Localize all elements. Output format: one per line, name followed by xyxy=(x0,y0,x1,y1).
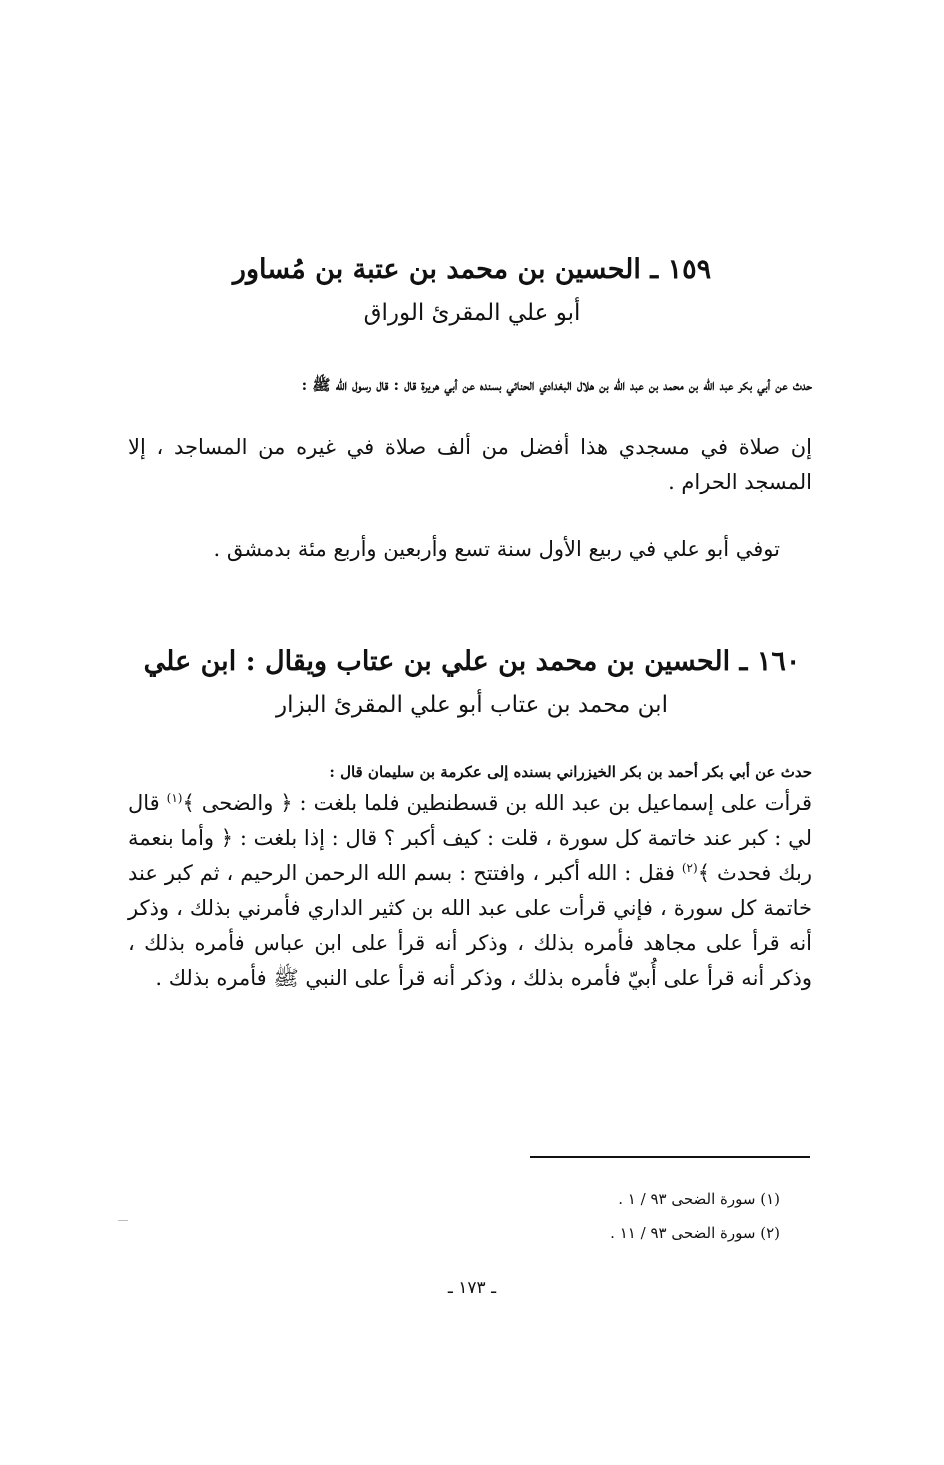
entry-160-text-part1: قرأت على إسماعيل بن عبد الله بن قسطنطين فلما بلغت : ﴿ والضحى ﴾ xyxy=(182,791,812,815)
entry-160-subtitle: ابن محمد بن عتاب أبو علي المقرئ البزار xyxy=(276,692,668,718)
entry-160-text-part2: قال لي : كبر عند خاتمة كل سورة ، قلت : كيف أكبر ؟ قال : إذا بلغت : ﴿ وأما بنعمة ربك فحدث ﴾ xyxy=(128,791,812,885)
entry-159-isnad: حدث عن أبي بكر عبد الله بن محمد بن عبد الله بن هلال البغدادي الحنائي بسنده عن أبي هريرة قال : قال رسول الله ﷺ : xyxy=(301,376,812,394)
scan-mark xyxy=(118,1220,128,1221)
entry-160-title: ١٦٠ ـ الحسين بن محمد بن علي بن عتاب ويقال : ابن علي xyxy=(143,646,801,677)
entry-160-text xyxy=(128,786,812,996)
footnote-1: (١) سورة الضحى ٩٣ / ١ . xyxy=(618,1190,780,1208)
footnote-2: (٢) سورة الضحى ٩٣ / ١١ . xyxy=(610,1224,780,1242)
entry-159-title: ١٥٩ ـ الحسين بن محمد بن عتبة بن مُساور xyxy=(232,254,712,285)
entry-159-subtitle: أبو علي المقرئ الوراق xyxy=(363,300,581,326)
entry-160-isnad: حدث عن أبي بكر أحمد بن بكر الخيزراني بسنده إلى عكرمة بن سليمان قال : xyxy=(329,763,812,781)
entry-159-hadith-text: إن صلاة في مسجدي هذا أفضل من ألف صلاة في غيره من المساجد ، إلا المسجد الحرام . xyxy=(128,435,812,494)
entry-160-text-part3: فقل : الله أكبر ، وافتتح : بسم الله الرحمن الرحيم ، ثم كبر عند خاتمة كل سورة ، فإني قرأت على عبد الله بن كثير الداري فأمرني بذلك ، وذكر أنه قرأ على مجاهد فأمره بذلك ، وذكر أنه قرأ على ابن عباس فأمره بذلك ، وذكر أنه قرأ على أُبيّ فأمره بذلك ، وذكر أنه قرأ على النبي ﷺ فأمره بذلك . xyxy=(128,861,812,990)
entry-159-death-note: توفي أبو علي في ربيع الأول سنة تسع وأربعين وأربع مئة بدمشق . xyxy=(213,537,780,561)
footnote-ref-2: (٢) xyxy=(681,861,698,875)
footnote-divider xyxy=(530,1156,810,1158)
footnote-ref-1: (١) xyxy=(166,791,183,805)
page-number: ـ ١٧٣ ـ xyxy=(447,1278,497,1298)
